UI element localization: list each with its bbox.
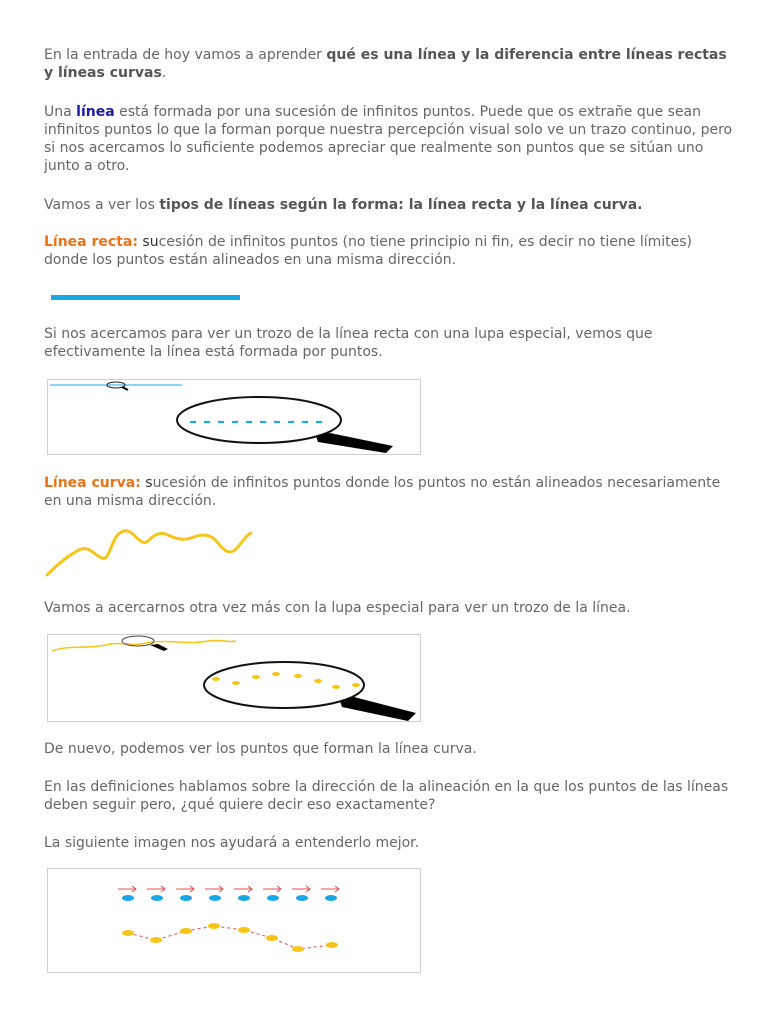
intro-text: En la entrada de hoy vamos a aprender: [44, 47, 327, 63]
definition-paragraph: [44, 103, 734, 175]
curve-text: ucesión de infinitos puntos donde los puntos no están alineados necesariamente en una misma dirección.: [44, 475, 721, 509]
curve-first-letters: s: [140, 475, 153, 491]
definition-text: está formada por una sucesión de infinitos puntos. Puede que os extrañe que sean infinitos puntos lo que la forman porque nuestra percepción visual solo ve un trazo continuo, pero si nos acercamos lo suficiente podemos apreciar que realmente son puntos que se sitúan uno junto a otro.: [44, 104, 733, 174]
straight-magnifier-figure: [47, 379, 421, 455]
term-linea: línea: [76, 104, 115, 120]
next-image-paragraph: La siguiente imagen nos ayudará a entenderlo mejor.: [44, 835, 420, 851]
definition-prefix: Una: [44, 104, 77, 120]
curve-magnifier-figure: [47, 634, 421, 722]
magnifier-handle-icon: [340, 697, 416, 721]
intro-bold-text: qué es una línea y la diferencia entre líneas rectas y líneas curvas: [44, 47, 727, 81]
types-prefix: Vamos a ver los: [44, 197, 160, 213]
straight-text: cesión de infinitos puntos (no tiene principio ni fin, es decir no tiene límites) donde los puntos están alineados en una misma dirección.: [44, 234, 692, 268]
magnifier-lens-icon: [204, 662, 364, 708]
question-paragraph: En las definiciones hablamos sobre la dirección de la alineación en la que los puntos de las líneas deben seguir pero, ¿qué quiere decir eso exactamente?: [44, 779, 729, 813]
term-linea-recta: Línea recta:: [44, 234, 138, 250]
straight-dots: [122, 895, 337, 901]
straight-line-definition: [44, 233, 734, 269]
straight-first-letters: su: [137, 234, 159, 250]
zoom-straight-paragraph: Si nos acercamos para ver un trozo de la línea recta con una lupa especial, vemos que efectivamente la línea está formada por puntos.: [44, 326, 653, 360]
again-paragraph: De nuevo, podemos ver los puntos que forman la línea curva.: [44, 741, 477, 757]
term-linea-curva: Línea curva:: [44, 475, 141, 491]
curve-dots: [122, 923, 338, 952]
curve-line-definition: [44, 474, 734, 510]
straight-line-illustration: [51, 295, 240, 300]
types-paragraph: [44, 196, 734, 214]
straight-direction-arrows: [118, 886, 339, 892]
types-bold-text: tipos de líneas según la forma: la línea recta y la línea curva.: [159, 197, 643, 213]
intro-suffix: .: [161, 65, 167, 81]
curve-line-illustration: [44, 525, 254, 579]
magnifier-handle-icon: [316, 433, 393, 453]
zoom-curve-paragraph: Vamos a acercarnos otra vez más con la lupa especial para ver un trozo de la línea.: [44, 600, 631, 616]
intro-paragraph: [44, 46, 734, 82]
direction-comparison-figure: [47, 868, 421, 973]
